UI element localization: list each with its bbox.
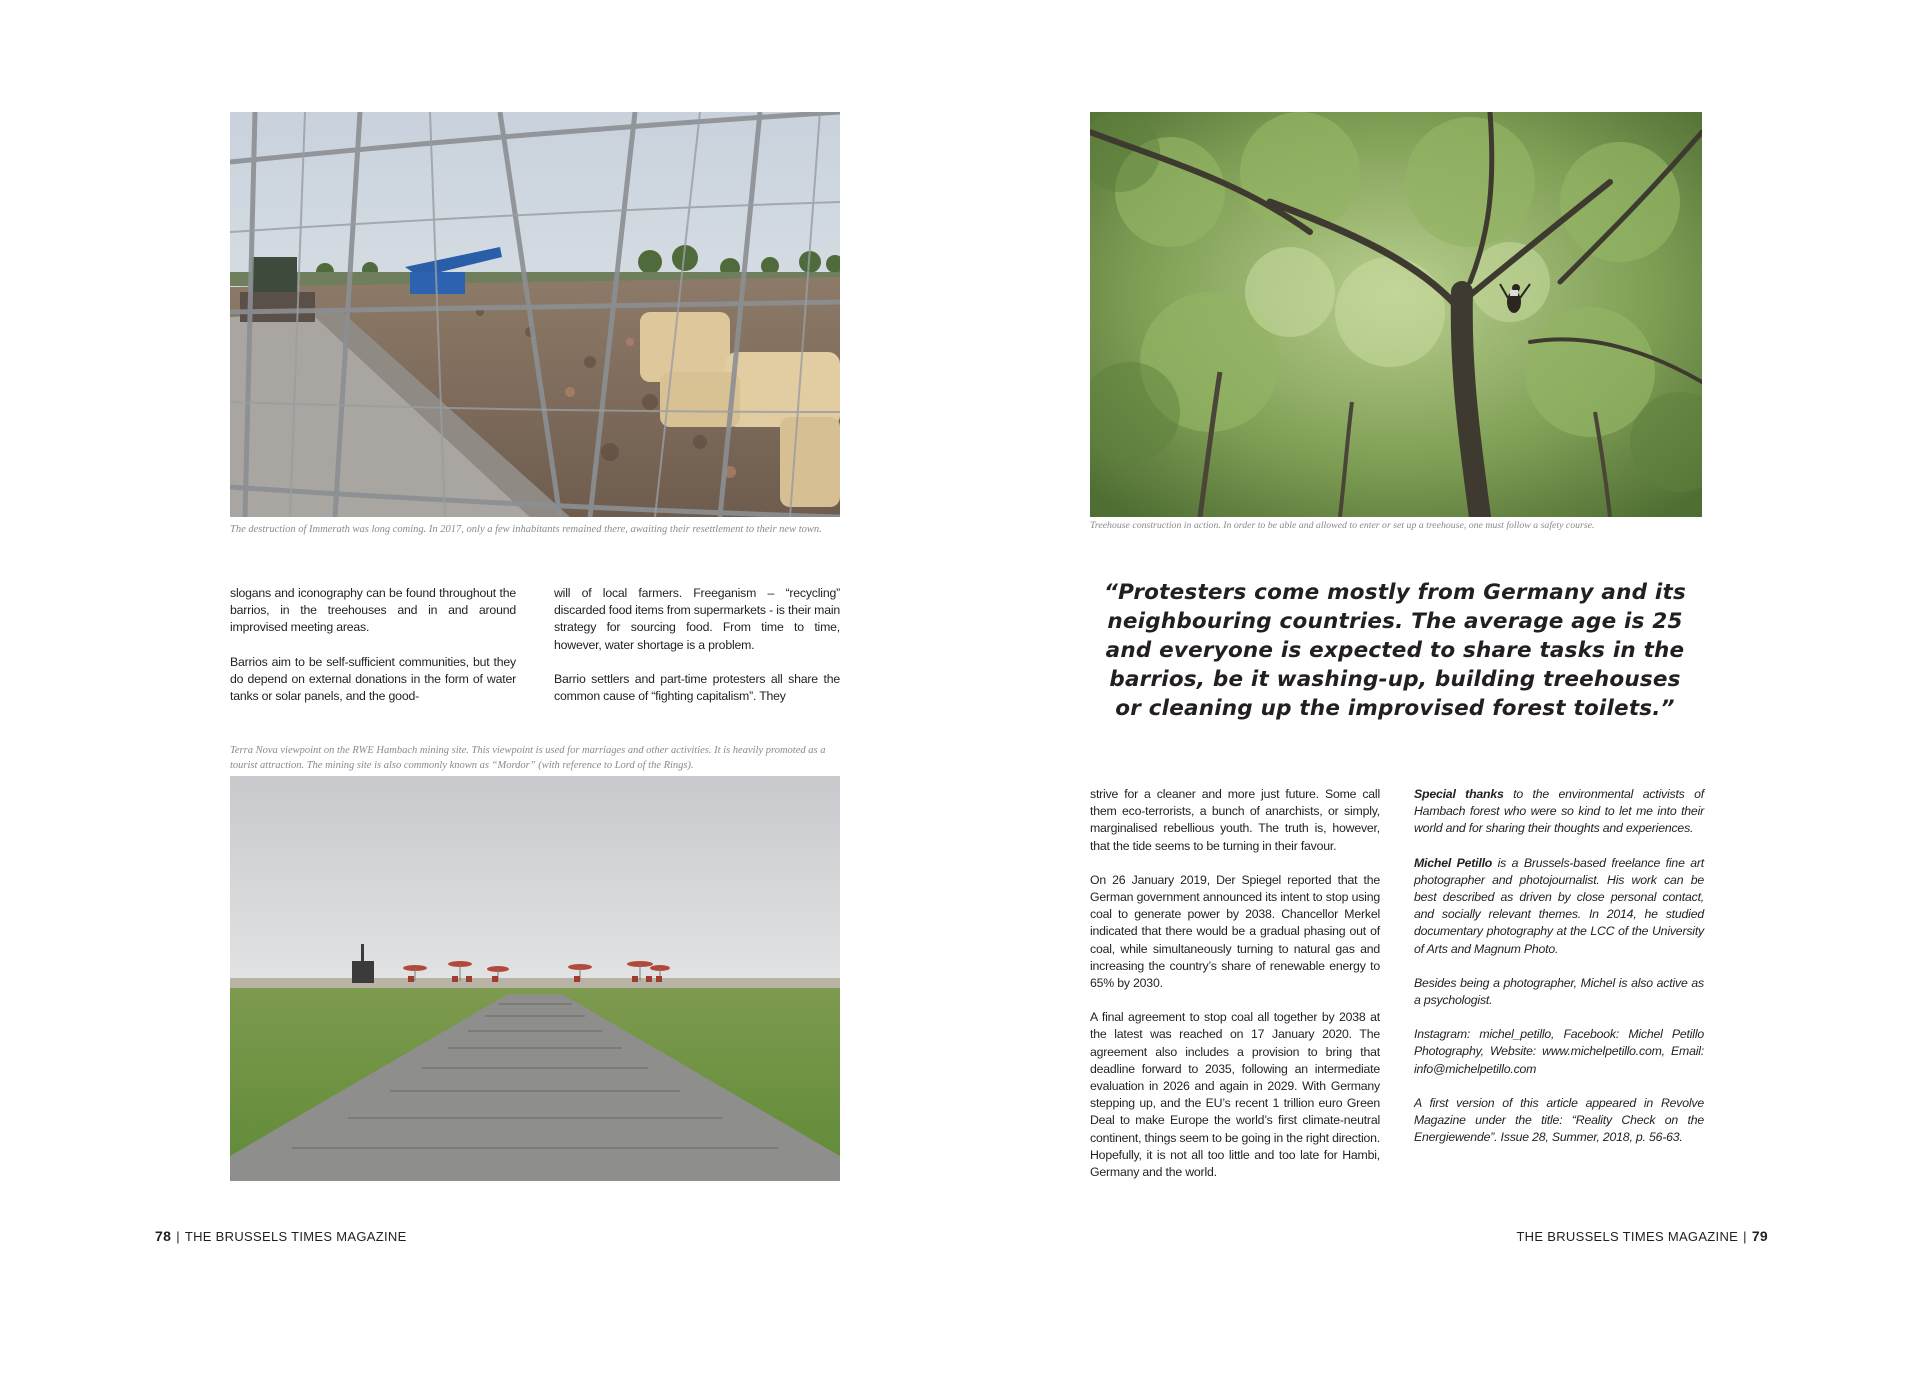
special-thanks-text: to the environmental activists of Hambach forest who were so kind to let me into their world and for sharing their thoughts and experiences. — [1414, 787, 1704, 836]
author-bio-paragraph — [1414, 855, 1704, 958]
right-column-2 — [1414, 786, 1704, 1163]
demolition-photo-caption: The destruction of Immerath was long coming. In 2017, only a few inhabitants remained there, awaiting their resettlement to their new town. — [230, 524, 822, 535]
left-column-2-paragraph: will of local farmers. Freeganism – “recycling” discarded food items from supermarkets - is their main strategy for sourcing food. From time to time, however, water shortage is a problem. — [554, 586, 840, 652]
author-name: Michel Petillo — [1414, 855, 1493, 870]
left-page-folio — [155, 1228, 407, 1244]
page-number: 79 — [1751, 1228, 1768, 1244]
left-column-2 — [554, 585, 840, 722]
folio-separator: | — [1743, 1229, 1747, 1244]
right-column-1-paragraph: A final agreement to stop coal all together by 2038 at the latest was reached on 17 January 2020. The agreement also includes a provision to bring that deadline forward to 2035, following an intermediate evaluation in 2026 and again in 2029. With Germany stepping up, and the EU’s recent 1 trillion euro Green Deal to make Europe the world’s first climate-neutral continent, things seem to be going in the right direction. Hopefully, it is not all too little and too late for Hambi, Germany and the world. — [1090, 1010, 1380, 1180]
viewpoint-photo-caption: Terra Nova viewpoint on the RWE Hambach mining site. This viewpoint is used for marriages and other activities. It is heavily promoted as a tourist attraction. The mining site is also commonly known as “Mordor” (with reference to Lord of the Rings). — [230, 745, 826, 771]
left-column-2-paragraph: Barrio settlers and part-time protesters all share the common cause of “fighting capitalism”. They — [554, 671, 840, 704]
special-thanks-lead: Special thanks — [1414, 787, 1504, 801]
right-column-1 — [1090, 786, 1380, 1198]
contacts-paragraph: Instagram: michel_petillo, Facebook: Michel Petillo Photography, Website: www.michelpetillo.com, Email: info@michelpetillo.com — [1414, 1027, 1704, 1076]
pull-quote: “Protesters come mostly from Germany and its neighbouring countries. The average age is 25 and everyone is expected to share tasks in the barrios, be it washing-up, building treehouses or cleaning up the improvised forest toilets.” — [1104, 580, 1686, 721]
first-version-paragraph: A first version of this article appeared in Revolve Magazine under the title: “Reality Check on the Energiewende”. Issue 28, Summer, 2018, p. 56-63. — [1414, 1095, 1704, 1145]
left-column-1-paragraph: slogans and iconography can be found throughout the barrios, in the treehouses and in and around improvised meeting areas. — [230, 586, 516, 635]
right-column-1-paragraph: strive for a cleaner and more just future. Some call them eco-terrorists, a bunch of anarchists, or simply, marginalised rebellious youth. The truth is, however, that the tide seems to be turning in their favour. — [1090, 787, 1380, 853]
special-thanks-paragraph — [1414, 786, 1704, 838]
page-number: 78 — [155, 1228, 172, 1244]
right-page-folio — [1516, 1228, 1768, 1244]
publication-name: THE BRUSSELS TIMES MAGAZINE — [1516, 1229, 1739, 1244]
left-column-1-paragraph: Barrios aim to be self-sufficient communities, but they do depend on external donations in the form of water tanks or solar panels, and the good- — [230, 654, 516, 704]
treehouse-photo-caption: Treehouse construction in action. In order to be able and allowed to enter or set up a treehouse, one must follow a safety course. — [1090, 520, 1595, 531]
psychologist-paragraph: Besides being a photographer, Michel is also active as a psychologist. — [1414, 975, 1704, 1008]
folio-separator: | — [176, 1229, 180, 1244]
demolition-photo — [230, 112, 840, 517]
treehouse-photo — [1090, 112, 1702, 517]
publication-name: THE BRUSSELS TIMES MAGAZINE — [184, 1229, 407, 1244]
right-column-1-paragraph: On 26 January 2019, Der Spiegel reported that the German government announced its intent to stop using coal to generate power by 2038. Chancellor Merkel indicated that there would be a gradual phasing out of coal, while simultaneously turning to natural gas and increasing the country’s share of renewable energy to 65% by 2030. — [1090, 872, 1380, 991]
left-column-1 — [230, 585, 516, 722]
viewpoint-photo — [230, 776, 840, 1181]
author-bio-text: is a Brussels-based freelance fine art photographer and photojournalist. His work can be best described as driven by close personal contact, and socially relevant themes. In 2014, he studied documentary photography at the LCC of the University of Arts and Magnum Photo. — [1414, 855, 1704, 956]
